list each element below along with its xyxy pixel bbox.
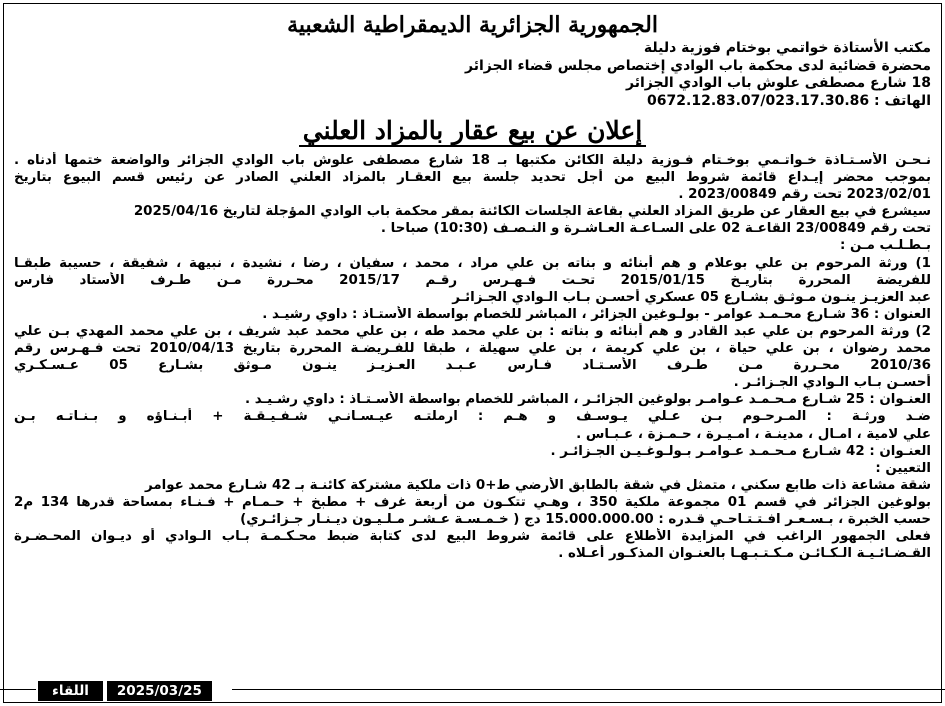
body-line: العنوان : 36 شـارع محـمـد عوامر - بولـوغين الجزائر ، المباشر للخصام بواسطة الأستـاذ : داوي رشيـد .	[262, 306, 931, 322]
phone-number: 0672.12.83.07/023.17.30.86	[647, 92, 870, 109]
phone-label: الهاتف :	[874, 92, 931, 109]
newspaper-name-badge: اللقاء	[38, 681, 103, 701]
office-name: مكتب الأستاذة خواتمي بوختام فوزية دليلة	[643, 40, 931, 56]
body-line: 2023/02/01 تحت رقم 2023/00849 .	[678, 187, 931, 203]
body-line: أحسـن بـاب الـوادي الجـزائـر .	[733, 375, 931, 391]
body-line: بموجب محضر إيـداع قائمة شروط البيع من أجل تحديد جلسة بيع العقـار بالمزاد العلني الصادر عن رئيس قسم البيوع بتاريخ	[14, 170, 931, 186]
announcement-title	[14, 114, 931, 148]
publication-date-badge: 2025/03/25	[107, 681, 212, 701]
body-line: للفريضة المحررة بتاريـخ 2015/01/15 تحـت فـهـرس رقـم 2015/17 محـررة مـن طـرف الأستاد فارس	[14, 272, 931, 288]
announcement-title-text: إعلان عن بيع عقار بالمزاد العلني	[299, 116, 646, 147]
body-line: العنـوان : 25 شـارع مـحـمـد عـوامـر بولوغين الجزائـر ، المباشر للخصام بواسطة الأسـتـاذ : داوي رشـيـد .	[245, 392, 931, 408]
office-address: 18 شارع مصطفى علوش باب الوادي الجزائر	[626, 75, 931, 91]
footer-rule	[232, 689, 945, 690]
body-line: بـطـلـب مـن :	[839, 238, 931, 254]
phone-line	[14, 93, 931, 111]
body-line: ضـد ورثـة : المـرحـوم بـن عـلي يـوسـف و هـم : ارملتـه عيـسـانـي شـفـيـقـة + أبـنـاؤه و بـنـاتـه بـن	[14, 409, 931, 425]
body-line: سيشرع في بيع العقار عن طريق المزاد العلني بقاعة الجلسات الكائنة بمقر محكمة باب الوادي المؤجلة لتاريخ 2025/04/16	[133, 204, 931, 220]
footer	[38, 680, 212, 702]
body-line: تحت رقم 23/00849 القاعـة 02 على السـاعـة العـاشـرة و النـصـف (10:30) صباحا .	[380, 221, 931, 237]
body-line: التعيين :	[875, 460, 931, 476]
body-line: العنـوان : 42 شـارع مـحـمـد عـوامـر بـولـوغـيـن الجـزائـر .	[550, 443, 931, 459]
announcement-frame	[3, 3, 942, 703]
office-role: محضرة قضائية لدى محكمة باب الوادي إختصاص مجلس قضاء الجزائر	[465, 57, 931, 74]
announcement-body	[14, 152, 931, 562]
footer-rule-left	[0, 689, 36, 690]
body-line: بولوغين الجزائر في قسم 01 مجموعة ملكية 350 ، وهـي تتكـون من أربعة غرف + مطبخ + حـمـام + فـنـاء بمساحة قدرها 134 م2	[14, 494, 931, 510]
body-line: القـضـائـيـة الـكـائـن مـكـتـبـهـا بالعنـوان المذكـور أعـلاه .	[558, 546, 931, 562]
republic-heading: الجمهورية الجزائرية الديمقراطية الشعبية	[287, 12, 658, 38]
body-line: شقة مشاعة ذات طابع سكني ، متمثل في شقة بالطابق الأرضي ط+0 ذات ملكية مشتركة كائنـة بـ 42 شـارع محمد عوامر	[144, 477, 931, 493]
body-line: 1) ورثة المرحوم بن علي بوعلام و هم أبنائه و بناته بن علي مراد ، محمد ، سفيان ، رضا ، نشيدة ، نبيهة ، شفيقة ، حسيبة طبقـا	[14, 255, 931, 271]
body-line: 2010/36 محـررة مـن طـرف الأسـتـاد فـارس عـبـد العـزيـز ينـون مـوثق بشـارع 05 عـسـكـري	[14, 358, 931, 374]
body-line: نـحـن الأسـتـاذة خـواتـمي بوخـتام فـوزية دليلة الكائن مكتبها بـ 18 شارع مصطفى علوش باب الوادي الجزائر والواضعة ختمها أدناه .	[14, 153, 931, 168]
body-line: عبد العزيـز ينـون مـوثـق بشـارع 05 عسكري أحسـن بـاب الـوادي الجـزائـر	[452, 289, 931, 305]
body-line: محمد رضوان ، بن علي حياة ، بن علي كريمة ، بن علي سهيلة ، طبقا للفـريضـة المحررة بتاريخ 2010/04/13 تحت فـهـرس رقم	[14, 341, 931, 357]
body-line: علي لامية ، امـال ، مدينـة ، امـيـرة ، حـمـزة ، عـبـاس .	[576, 426, 931, 442]
body-line: فعلى الجمهور الراغب في المزايدة الأطلاع على قائمة شروط البيع لدى كتابة ضبط محـكـمـة بـاب الـوادي أو ديـوان المحـضـرة	[14, 529, 931, 545]
announcement-document	[4, 4, 941, 562]
body-line: حسب الخبرة ، بـسـعـر افـتـتـاحـي قـدره : 15.000.000.00 دج ( خـمـسـة عـشـر مـلـيـون ديـنـار جـزائـري)	[240, 511, 931, 527]
body-line: 2) ورثة المرحوم بن علي عبد القادر و هم أبنائه و بناته : بن علي محمد طه ، بن علي محمد عبد شريف ، بن علي محمد المهدي بـن علي	[14, 323, 931, 339]
